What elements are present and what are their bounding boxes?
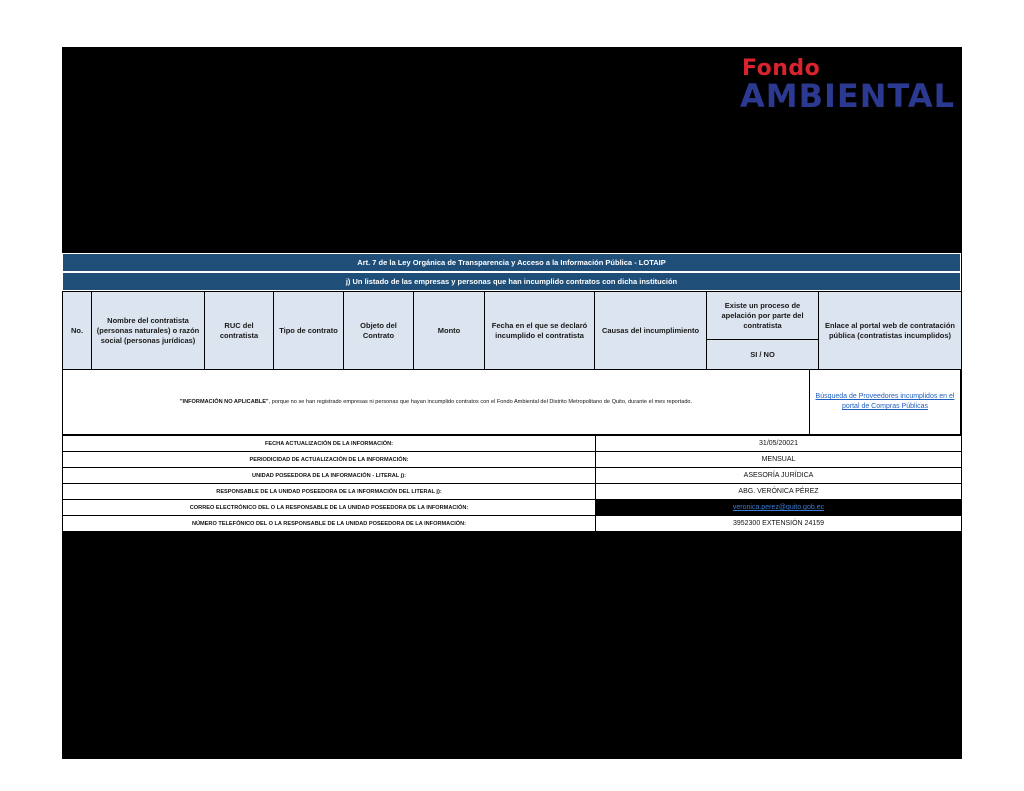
lotaip-sheet: [62, 253, 961, 532]
responsable-label: RESPONSABLE DE LA UNIDAD POSEEDORA DE LA INFORMACIÓN DEL LITERAL j):: [63, 484, 596, 500]
proveedores-incumplidos-link[interactable]: Búsqueda de Proveedores incumplidos en el portal de Compras Públicas: [815, 393, 955, 410]
periodicidad-label: PERIODICIDAD DE ACTUALIZACIÓN DE LA INFORMACIÓN:: [63, 452, 596, 468]
col-apelacion: Existe un proceso de apelación por parte del contratista: [707, 292, 819, 340]
col-apelacion-sub: SI / NO: [707, 340, 819, 370]
col-no: No.: [63, 292, 92, 370]
col-fecha: Fecha en el que se declaró incumplido el contratista: [485, 292, 595, 370]
col-tipo: Tipo de contrato: [274, 292, 344, 370]
unidad-value: ASESORÍA JURÍDICA: [596, 468, 962, 484]
correo-label: CORREO ELECTRÓNICO DEL O LA RESPONSABLE DE LA UNIDAD POSEEDORA DE LA INFORMACIÓN:: [63, 500, 596, 516]
correo-link[interactable]: veronica.perez@quito.gob.ec: [732, 504, 825, 511]
fecha-value: 31/05/20021: [596, 436, 962, 452]
no-aplica-row: [62, 370, 961, 435]
col-objeto: Objeto del Contrato: [344, 292, 414, 370]
logo-line-1: Fondo: [742, 56, 821, 81]
fondo-ambiental-logo: [740, 56, 956, 117]
telefono-label: NÚMERO TELEFÓNICO DEL O LA RESPONSABLE DE LA UNIDAD POSEEDORA DE LA INFORMACIÓN:: [63, 516, 596, 532]
no-aplica-bold: "INFORMACIÓN NO APLICABLE": [179, 399, 269, 405]
col-ruc: RUC del contratista: [205, 292, 274, 370]
col-nombre: Nombre del contratista (personas naturales) o razón social (personas jurídicas): [92, 292, 205, 370]
info-table: [62, 435, 962, 532]
col-monto: Monto: [414, 292, 485, 370]
periodicidad-value: MENSUAL: [596, 452, 962, 468]
col-enlace: Enlace al portal web de contratación pública (contratistas incumplidos): [819, 292, 962, 370]
no-aplica-rest: , porque no se han registrado empresas ni personas que hayan incumplido contratos con el Fondo Ambiental del Distrito Metropolitano de Quito, durante el mes reportado.: [268, 399, 693, 405]
header-table: [62, 291, 962, 370]
subtitle-bar: j) Un listado de las empresas y personas que han incumplido contratos con dicha institución: [62, 272, 961, 291]
logo-line-2: AMBIENTAL: [740, 77, 956, 115]
responsable-value: ABG. VERÓNICA PÉREZ: [596, 484, 962, 500]
unidad-label: UNIDAD POSEEDORA DE LA INFORMACIÓN - LITERAL j):: [63, 468, 596, 484]
telefono-value: 3952300 EXTENSIÓN 24159: [596, 516, 962, 532]
correo-cell: [596, 500, 962, 516]
title-bar: Art. 7 de la Ley Orgánica de Transparencia y Acceso a la Información Pública - LOTAIP: [62, 253, 961, 272]
fecha-label: FECHA ACTUALIZACIÓN DE LA INFORMACIÓN:: [63, 436, 596, 452]
col-causas: Causas del incumplimiento: [595, 292, 707, 370]
no-aplica-text: [63, 370, 810, 434]
